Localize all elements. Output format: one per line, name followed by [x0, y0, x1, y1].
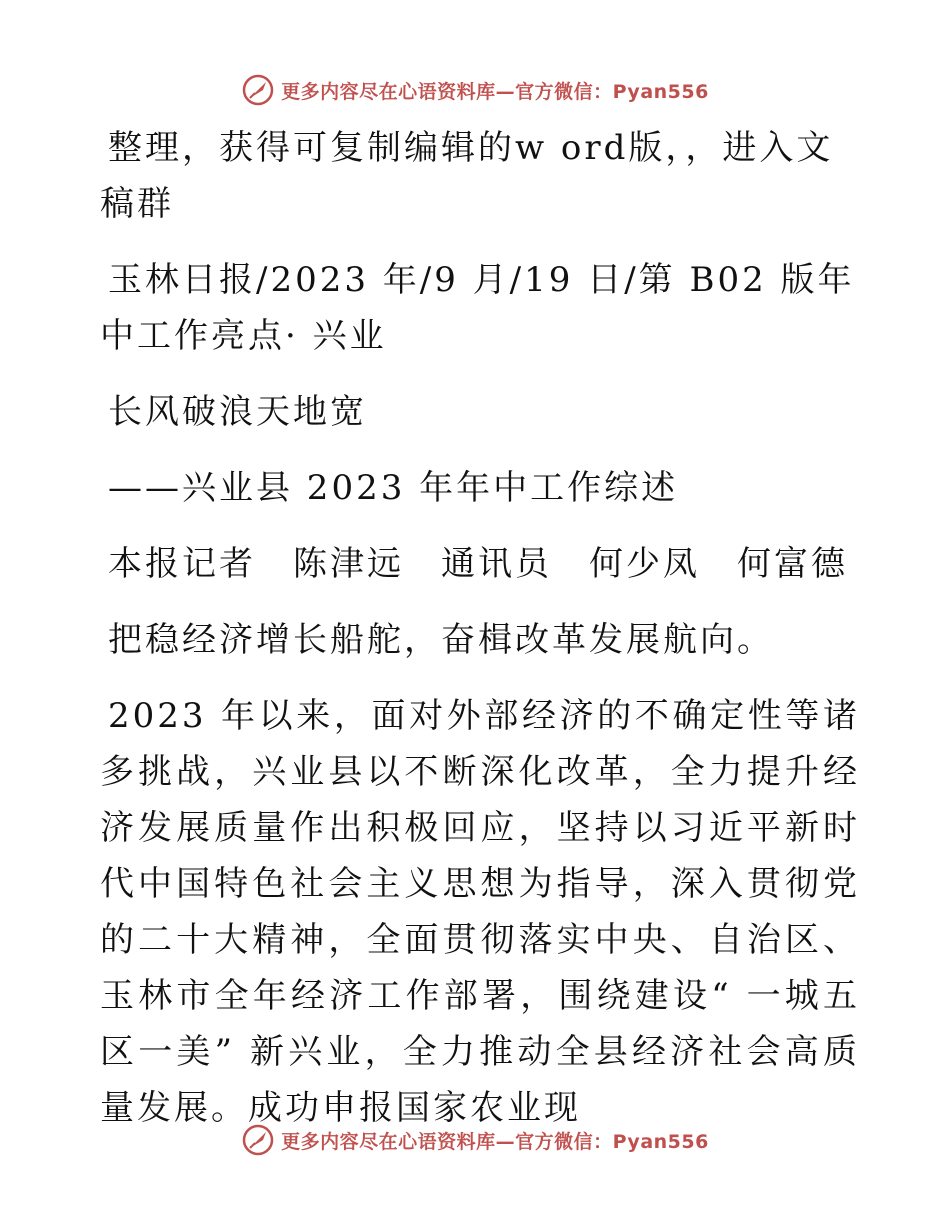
header-watermark-banner: [0, 70, 950, 110]
footer-watermark-banner: [0, 1120, 950, 1160]
quill-pen-logo-icon: [241, 1123, 275, 1157]
article-subtitle: ——兴业县 2023 年年中工作综述: [108, 468, 679, 508]
body-paragraph: 2023 年以来，面对外部经济的不确定性等诸多挑战，兴业县以不断深化改革，全力提升经济发展质量作出积极回应，坚持以习近平新时代中国特色社会主义思想为指导，深入贯彻党的二十大精神，全面贯彻落实中央、自治区、玉林市全年经济工作部署，围绕建设“ 一城五区一美” 新兴业，全力推动全县经济社会高质量发展。成功申报国家农业现: [100, 696, 860, 1128]
watermark-text: 更多内容尽在心语资料库—官方微信：Pyan556: [281, 1130, 709, 1153]
document-body: [100, 120, 860, 1156]
article-title: 长风破浪天地宽: [108, 392, 367, 432]
intro-note: 整理，获得可复制编辑的w ord版，，进入文稿群: [100, 128, 834, 224]
watermark-text: 更多内容尽在心语资料库—官方微信：Pyan556: [281, 80, 709, 103]
quill-pen-logo-icon: [241, 73, 275, 107]
lead-sentence: 把稳经济增长船舵，奋楫改革发展航向。: [108, 620, 774, 660]
source-line: 玉林日报/2023 年/9 月/19 日/第 B02 版年中工作亮点· 兴业: [100, 260, 855, 356]
byline: 本报记者 陈津远 通讯员 何少凤 何富德: [108, 544, 848, 584]
